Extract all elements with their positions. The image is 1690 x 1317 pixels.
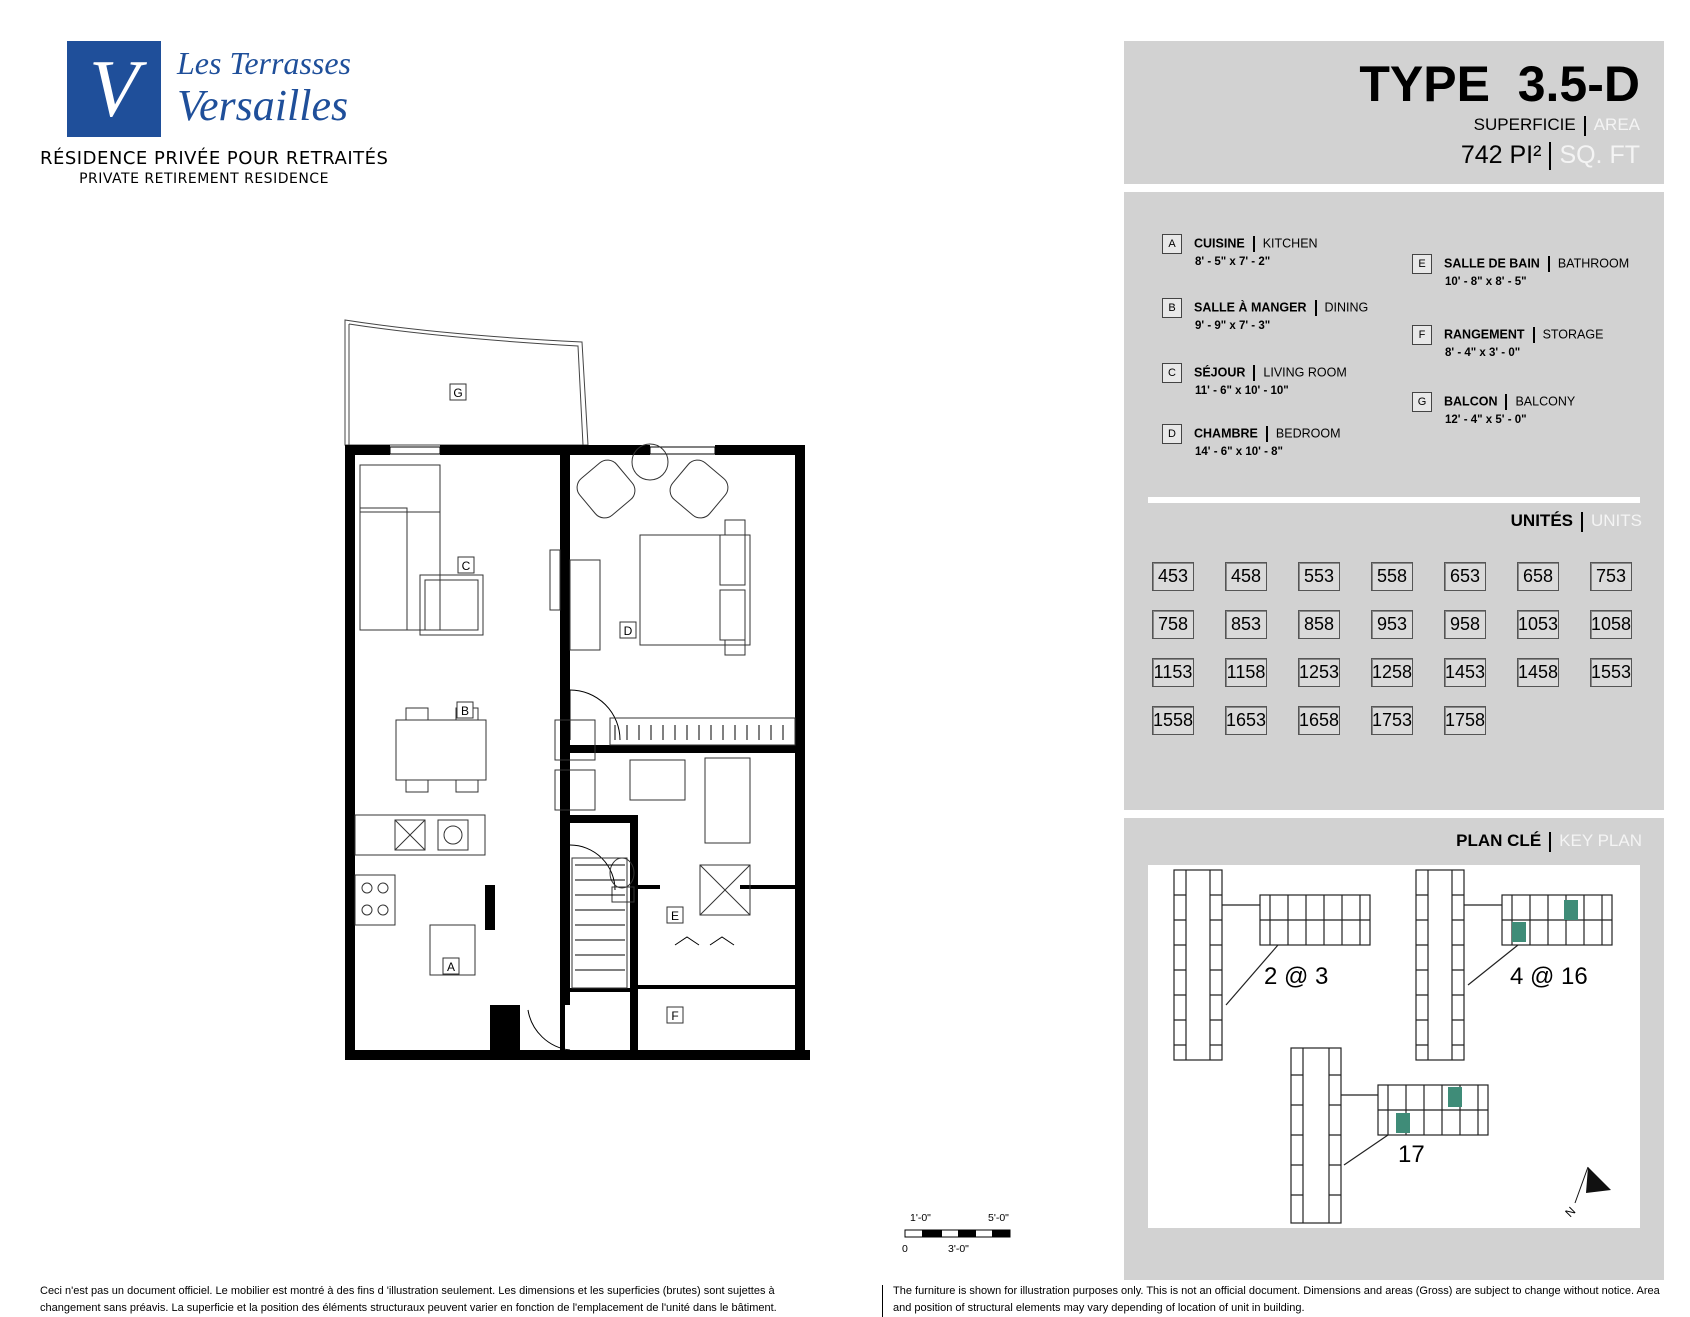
- room-name-en: BALCONY: [1515, 394, 1576, 409]
- room-name-fr: CUISINE: [1194, 236, 1245, 251]
- key-plan-label-floor-4-16: 4 @ 16: [1510, 963, 1588, 990]
- north-arrow-icon: [1575, 1167, 1611, 1203]
- room-name-en: LIVING ROOM: [1263, 365, 1347, 380]
- plan-tag-a: A: [446, 960, 456, 974]
- unit-chip: 1458: [1517, 658, 1559, 687]
- furniture: [355, 444, 795, 988]
- room-name-en: STORAGE: [1542, 327, 1604, 342]
- area-label-en: AREA: [1593, 115, 1640, 134]
- room-entry-f: [1412, 325, 1604, 359]
- scale-label-0: 0: [902, 1243, 908, 1255]
- room-name-fr: SÉJOUR: [1194, 365, 1246, 380]
- unit-chip: 758: [1152, 610, 1194, 639]
- area-value: [1461, 141, 1640, 170]
- room-name-en: BEDROOM: [1275, 426, 1341, 441]
- room-entry-d: [1162, 424, 1341, 458]
- room-entry-c: [1162, 363, 1347, 397]
- type-panel: [1124, 41, 1664, 184]
- room-tag: F: [1412, 325, 1432, 345]
- room-dims: 12' - 4" x 5' - 0": [1445, 414, 1527, 426]
- plan-tag-d: D: [623, 624, 633, 638]
- type-code: 3.5-D: [1517, 56, 1640, 112]
- unit-type-title: [1359, 55, 1640, 113]
- key-plan-title-fr: PLAN CLÉ: [1456, 831, 1542, 850]
- room-name-fr: CHAMBRE: [1194, 426, 1258, 441]
- room-tag: C: [1162, 363, 1182, 383]
- unit-chip: 653: [1444, 562, 1486, 591]
- unit-chip: 1153: [1152, 658, 1194, 687]
- exterior-walls: [345, 445, 810, 1060]
- room-entry-g: [1412, 392, 1576, 426]
- room-dims: 8' - 4" x 3' - 0": [1445, 347, 1521, 359]
- unit-chip: 1258: [1371, 658, 1413, 687]
- key-plan-floor-17: [1291, 1048, 1488, 1223]
- plan-tag-f: F: [671, 1009, 679, 1023]
- room-entry-a: [1162, 234, 1318, 268]
- area-unit-en: SQ. FT: [1559, 141, 1640, 169]
- room-name-fr: BALCON: [1444, 394, 1498, 409]
- unit-chip: 853: [1225, 610, 1267, 639]
- room-name-en: KITCHEN: [1262, 236, 1318, 251]
- unit-chip: 1558: [1152, 706, 1194, 735]
- unit-chip: 1253: [1298, 658, 1340, 687]
- scale-label-1ft: 1'-0": [910, 1212, 931, 1224]
- unit-chip: 753: [1590, 562, 1632, 591]
- plan-tag-e: E: [670, 909, 680, 923]
- plan-tag-g: G: [453, 386, 463, 400]
- unit-chip: 1753: [1371, 706, 1413, 735]
- room-tag: B: [1162, 298, 1182, 318]
- room-name-en: DINING: [1324, 300, 1369, 315]
- disclaimer-divider: [882, 1285, 883, 1317]
- room-dims: 10' - 8" x 8' - 5": [1445, 276, 1527, 288]
- unit-chip: 1053: [1517, 610, 1559, 639]
- scale-label-5ft: 5'-0": [988, 1212, 1009, 1224]
- unit-chip: 453: [1152, 562, 1194, 591]
- room-tag: D: [1162, 424, 1182, 444]
- key-plan-drawing: [1148, 865, 1640, 1228]
- unit-chip: 1758: [1444, 706, 1486, 735]
- unit-chip: 1658: [1298, 706, 1340, 735]
- area-number: 742: [1460, 141, 1503, 169]
- disclaimer-en: The furniture is shown for illustration purposes only. This is not an official document. Dimensions and areas (Gross) are subject to change without notice. Area and position of structural elements may vary depending of location of unit in building.: [893, 1285, 1660, 1314]
- unit-chip: 953: [1371, 610, 1413, 639]
- disclaimer-fr: Ceci n'est pas un document officiel. Le mobilier est montré à des fins d 'illustration seulement. Les dimensions et les superficies (brutes) sont sujettes à changement sans préavis. La superficie et la position des éléments structuraux peuvent varier en fonction de l'emplacement de l'unité dans le bâtiment.: [40, 1285, 777, 1314]
- unit-chip: 1553: [1590, 658, 1632, 687]
- room-dims: 14' - 6" x 10' - 8": [1195, 446, 1283, 458]
- logo-letter: V: [88, 43, 140, 134]
- unit-chip: 958: [1444, 610, 1486, 639]
- key-plan-highlights: [1396, 900, 1578, 1133]
- room-dims: 9' - 9" x 7' - 3": [1195, 320, 1271, 332]
- room-tag: E: [1412, 254, 1432, 274]
- balcony: [345, 320, 588, 445]
- area-unit-fr: PI²: [1509, 141, 1542, 169]
- room-tag: A: [1162, 234, 1182, 254]
- room-entry-e: [1412, 254, 1630, 288]
- units-title: [1511, 511, 1642, 532]
- scale-label-3ft: 3'-0": [948, 1243, 969, 1255]
- unit-chip: 458: [1225, 562, 1267, 591]
- key-plan-area: [1148, 865, 1640, 1228]
- unit-chip: 1158: [1225, 658, 1267, 687]
- brand-name-line2: Versailles: [177, 81, 349, 130]
- brand-name-line1: Les Terrasses: [177, 45, 351, 81]
- scale-bar-graphic: [904, 1228, 1014, 1240]
- room-dims: 8' - 5" x 7' - 2": [1195, 256, 1271, 268]
- room-dims: 11' - 6" x 10' - 10": [1195, 385, 1289, 397]
- shelving: [575, 725, 783, 970]
- north-label: N: [1562, 1203, 1579, 1221]
- key-plan-title: [1456, 831, 1642, 852]
- room-tag: G: [1412, 392, 1432, 412]
- area-label: [1474, 115, 1640, 136]
- room-name-fr: SALLE À MANGER: [1194, 300, 1307, 315]
- unit-chip: 1653: [1225, 706, 1267, 735]
- key-plan-label-floor-2-3: 2 @ 3: [1264, 963, 1329, 990]
- room-entry-b: [1162, 298, 1369, 332]
- units-title-fr: UNITÉS: [1510, 511, 1573, 530]
- unit-chip: 558: [1371, 562, 1413, 591]
- floor-plan: [330, 310, 810, 1070]
- key-plan-label-floor-17: 17: [1398, 1141, 1425, 1168]
- unit-chip: 1058: [1590, 610, 1632, 639]
- tagline-en: PRIVATE RETIREMENT RESIDENCE: [79, 171, 329, 187]
- key-plan-panel: [1124, 818, 1664, 1280]
- room-name-fr: SALLE DE BAIN: [1444, 256, 1540, 271]
- room-name-fr: RANGEMENT: [1444, 327, 1525, 342]
- unit-chip: 553: [1298, 562, 1340, 591]
- units-title-en: UNITS: [1591, 511, 1642, 530]
- unit-chip: 858: [1298, 610, 1340, 639]
- logo-mark: [67, 41, 161, 137]
- rooms-units-panel: [1124, 192, 1664, 810]
- tagline-fr: RÉSIDENCE PRIVÉE POUR RETRAITÉS: [40, 148, 389, 169]
- key-plan-title-en: KEY PLAN: [1559, 831, 1642, 850]
- section-divider: [1148, 497, 1640, 503]
- plan-tag-b: B: [460, 704, 470, 718]
- type-label: TYPE: [1359, 56, 1490, 112]
- plan-tag-c: C: [461, 559, 471, 573]
- unit-chip: 1453: [1444, 658, 1486, 687]
- unit-chip: 658: [1517, 562, 1559, 591]
- room-name-en: BATHROOM: [1557, 256, 1630, 271]
- area-label-fr: SUPERFICIE: [1473, 115, 1576, 134]
